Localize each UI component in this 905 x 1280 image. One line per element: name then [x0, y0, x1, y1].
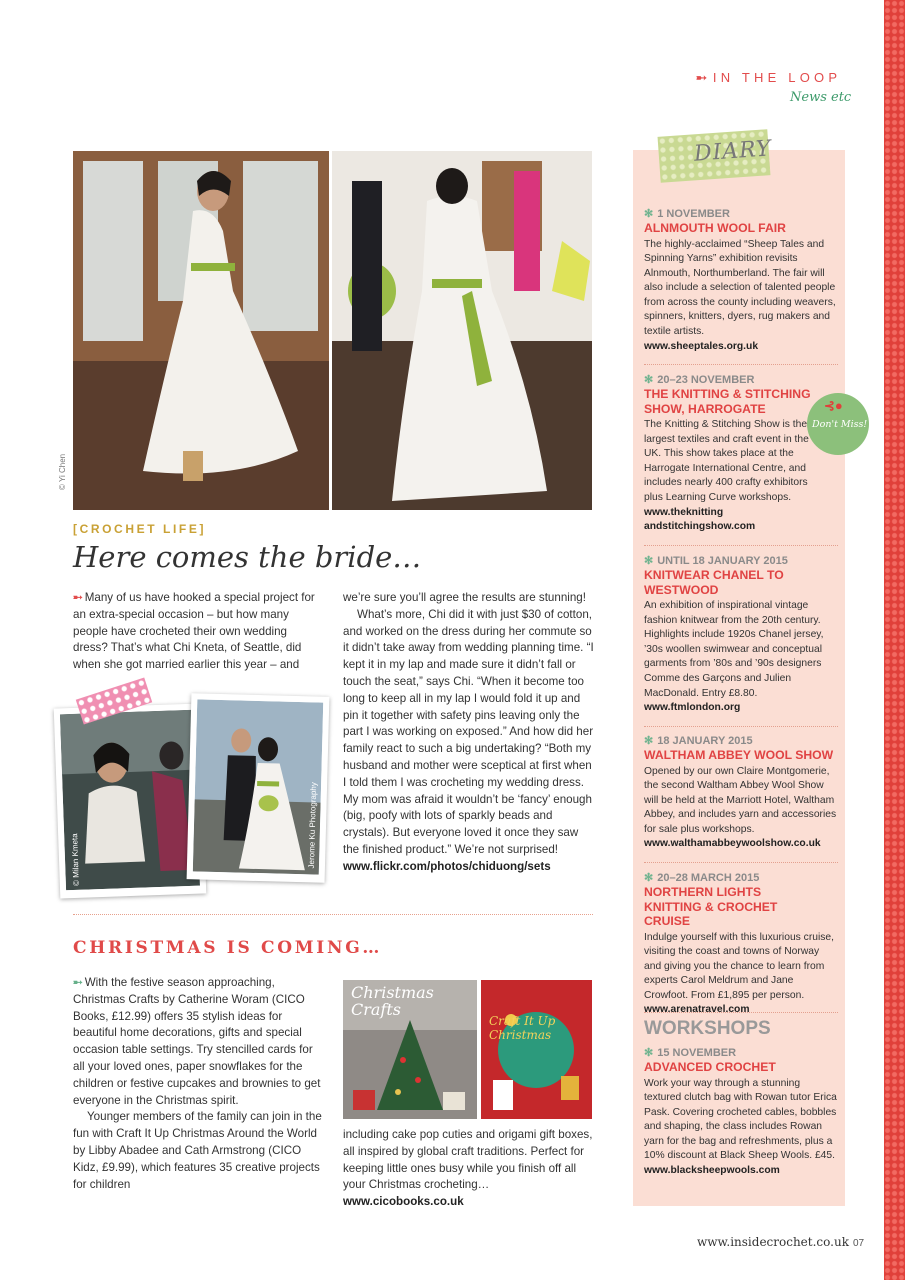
book-cover-2-image	[481, 980, 592, 1119]
event-description: An exhibition of inspirational vintage fashion knitwear from the 20th century. Highlights include 1920s Chanel jersey, ’30s woollen swimwear and conceptual garments from ’80s and ’90s designers Comme des Garçons and Julien MacDonald. Entry £8.80.	[644, 600, 824, 699]
event-date-text: 1 NOVEMBER	[657, 208, 730, 220]
star-icon: ✻	[644, 735, 654, 747]
event-date	[644, 734, 838, 747]
fish-icon: ⊰●	[824, 398, 843, 413]
section-divider	[73, 914, 593, 915]
event-date-text: UNTIL 18 JANUARY 2015	[657, 555, 788, 567]
article-kicker: [CROCHET LIFE]	[73, 522, 207, 536]
event-description: The Knitting & Stitching Show is the largest textiles and craft event in the UK. This show takes place at the Harrogate International Centre, and includes nearly 400 crafty exhibitors plus Learning Curve workshops.	[644, 419, 809, 503]
event-date	[644, 373, 838, 386]
event-description: Work your way through a stunning textured clutch bag with Rowan tutor Erica Pask. Covering crocheted cables, bobbles and shaping, the class includes Rowan yarn for the bag and refreshments, plus a 10% discount at Black Sheep Wools. £45.	[644, 1077, 837, 1162]
cicobooks-link[interactable]: www.cicobooks.co.uk	[343, 1195, 464, 1209]
couple-photo-image	[193, 699, 323, 874]
event-name: ADVANCED CROCHET	[644, 1060, 776, 1074]
event-link[interactable]: www.theknitting andstitchingshow.com	[644, 506, 756, 533]
bride-photo-left-image	[73, 151, 329, 510]
diary-divider	[644, 726, 838, 727]
event-date	[644, 207, 838, 220]
event-name: KNITWEAR CHANEL TO WESTWOOD	[644, 568, 784, 597]
article1-paragraph: What’s more, Chi did it with just $30 of cotton, and worked on the dress during her commute so it didn’t take away from wedding planning time. “I kept it in my lap and made sure it didn’t fall or touch the seat,” says Chi. “When it become too long to keep all in my lap I would fold it up and pin it together with safety pins leaving only the part I was working on exposed.” And how did her family react to such a big undertaking? “Both my husband and mother were sceptical at first when I told them I was crocheting my wedding dress. My mom was afraid it wouldn’t be ‘fancy’ enough (big, poofy with lots of sparkly beads and crystals). But everyone loved it once they saw the finished product.” We’re not surprised!	[343, 607, 594, 856]
diary-event	[644, 734, 838, 852]
photo-credit-small-left: © Milan Kmeta	[70, 833, 81, 887]
polaroid-photo-crocheting	[54, 704, 207, 899]
event-date	[644, 1046, 838, 1059]
article2-column-1	[73, 975, 325, 1193]
bride-photo-right	[332, 151, 592, 510]
book-cover-craft-it-up	[481, 980, 592, 1119]
article2-paragraph: Younger members of the family can join in the fun with Craft It Up Christmas Around the World by Libby Abadee and Cath Armstrong (CICO Kidz, £9.99), which features 35 creative projects for children	[73, 1110, 322, 1191]
event-name: WALTHAM ABBEY WOOL SHOW	[644, 748, 834, 762]
diary-event	[644, 373, 838, 535]
article-headline: Here comes the bride…	[73, 540, 422, 574]
event-link[interactable]: www.sheeptales.org.uk	[644, 340, 759, 352]
event-link[interactable]: www.walthamabbeywoolshow.co.uk	[644, 838, 821, 850]
article2-column-2	[343, 1127, 595, 1211]
christmas-heading: CHRISTMAS IS COMING…	[73, 938, 383, 958]
diary-divider	[644, 364, 838, 365]
article1-paragraph	[73, 590, 323, 674]
star-icon: ✻	[644, 872, 654, 884]
flickr-link[interactable]: www.flickr.com/photos/chiduong/sets	[343, 859, 551, 873]
event-link[interactable]: www.ftmlondon.org	[644, 702, 741, 714]
event-name: THE KNITTING & STITCHING SHOW, HARROGATE	[644, 387, 811, 416]
section-label	[696, 70, 841, 86]
diary-title: DIARY	[693, 136, 773, 167]
book-cover-2-title: Craft It Up Christmas	[489, 1014, 556, 1042]
event-date-text: 20–28 MARCH 2015	[657, 872, 760, 884]
diary-divider	[644, 545, 838, 546]
bride-photo-left	[73, 151, 329, 510]
article1-paragraph-text: Many of us have hooked a special project for an extra-special occasion – but how many people have crocheted their own wedding dress? That’s what Chi Kneta, of Seattle, did when she got married earlier this year – and	[73, 591, 315, 672]
event-name: NORTHERN LIGHTS KNITTING & CROCHET CRUISE	[644, 885, 778, 928]
arrow-icon: ➸	[696, 70, 707, 85]
event-date	[644, 554, 838, 567]
article2-paragraph: including cake pop cuties and origami gift boxes, all inspired by global craft traditions. Perfect for keeping little ones busy while you finish off all your Christmas crocheting…	[343, 1128, 593, 1192]
event-link[interactable]: www.arenatravel.com	[644, 1004, 750, 1016]
article1-column-1	[73, 590, 323, 674]
star-icon: ✻	[644, 1047, 654, 1059]
diary-divider	[644, 1012, 838, 1013]
page-footer	[697, 1235, 864, 1249]
event-date-text: 18 JANUARY 2015	[657, 735, 753, 747]
diary-divider	[644, 862, 838, 863]
photo-credit-main: © Yi Chen	[58, 453, 67, 490]
event-date-text: 15 NOVEMBER	[657, 1047, 737, 1059]
arrow-icon: ➸	[73, 591, 83, 604]
star-icon: ✻	[644, 208, 654, 220]
event-description: Opened by our own Claire Montgomerie, the second Waltham Abbey Wool Show will be held at the Marriott Hotel, Waltham Abbey, and includes yarn and accessories for sale plus workshops.	[644, 765, 837, 835]
page-number: 07	[852, 1238, 865, 1249]
diary-event	[644, 554, 838, 716]
event-date	[644, 871, 838, 884]
star-icon: ✻	[644, 555, 654, 567]
article2-paragraph-text: With the festive season approaching, Christmas Crafts by Catherine Woram (CICO Books, £12.99) offers 35 stylish ideas for beautiful home decorations, gifts and special occasion table settings. Try stencilled cards for all your loved ones, paper snowflakes for the children or festive cupcakes and brownies to get everyone in the Christmas spirit.	[73, 976, 321, 1107]
crocheting-photo-image	[60, 710, 200, 891]
event-date-text: 20–23 NOVEMBER	[657, 374, 755, 386]
decorative-edge-strip	[884, 0, 905, 1280]
workshop-event	[644, 1046, 838, 1179]
event-description: The highly-acclaimed “Sheep Tales and Spinning Yarns” exhibition revisits Alnmouth, Northumberland. The fair will also include a selection of talented people from across the county including weavers, spinners, knitters, dyers, rug makers and textile artists.	[644, 238, 836, 338]
photo-credit-small-right: Jerome Ku Photography	[306, 782, 319, 869]
book-cover-christmas-crafts	[343, 980, 477, 1119]
event-name: ALNMOUTH WOOL FAIR	[644, 221, 786, 235]
bride-photo-right-image	[332, 151, 592, 510]
book-cover-1-title: Christmas Crafts	[351, 983, 434, 1019]
diary-event	[644, 207, 838, 354]
arrow-icon: ➸	[73, 976, 83, 989]
footer-site-link[interactable]: www.insidecrochet.co.uk	[697, 1235, 849, 1249]
section-sublabel: News etc	[790, 90, 852, 105]
article1-column-2	[343, 590, 595, 876]
event-description: Indulge yourself with this luxurious cruise, visiting the coast and towns of Norway and giving you the chance to learn from experts Carol Meldrum and Jane Crowfoot. From £1,895 per person.	[644, 931, 835, 1001]
diary-event	[644, 871, 838, 1018]
workshops-heading: WORKSHOPS	[644, 1018, 771, 1039]
polaroid-photo-couple	[187, 693, 330, 883]
article1-paragraph: we’re sure you’ll agree the results are stunning!	[343, 591, 586, 604]
section-label-text: IN THE LOOP	[712, 70, 842, 85]
dont-miss-label: Don't Miss!	[812, 419, 868, 430]
article2-paragraph	[73, 975, 325, 1109]
event-link[interactable]: www.blacksheepwools.com	[644, 1165, 780, 1177]
star-icon: ✻	[644, 374, 654, 386]
